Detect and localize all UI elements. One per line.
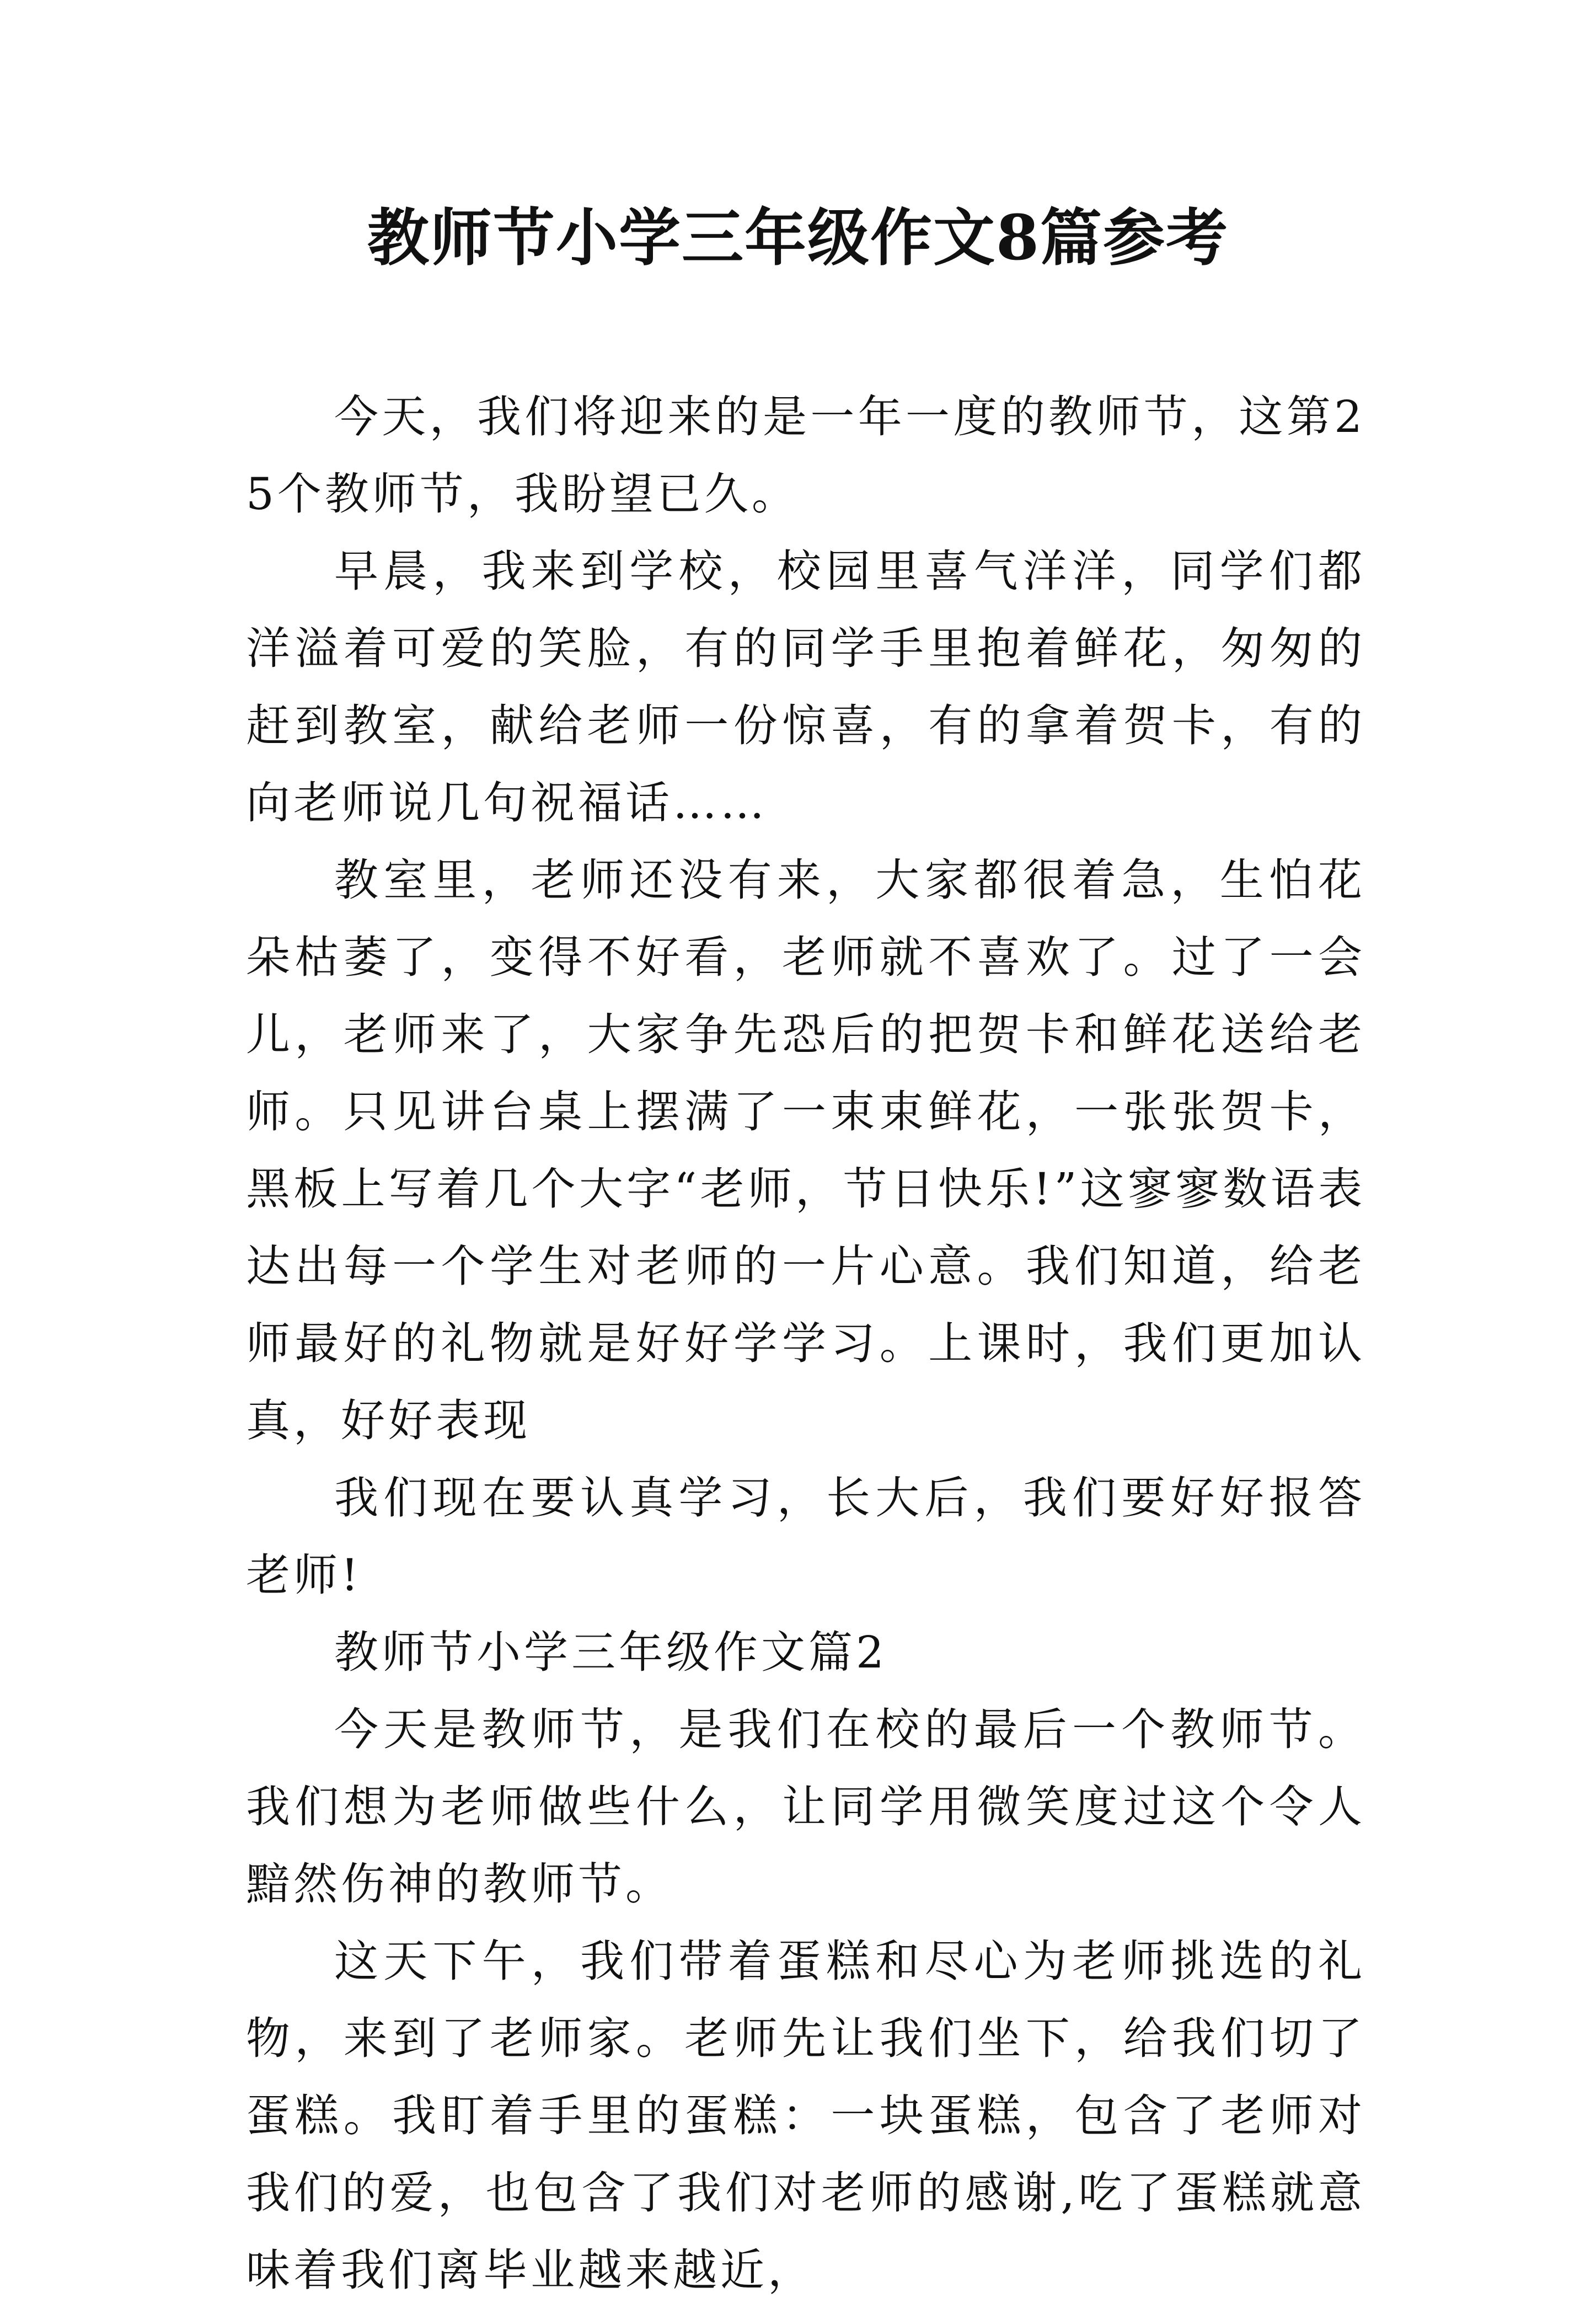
paragraph: 这天下午，我们带着蛋糕和尽心为老师挑选的礼物，来到了老师家。老师先让我们坐下，给我们切了蛋糕。我盯着手里的蛋糕：一块蛋糕，包含了老师对我们的爱，也包含了我们对老师的感谢,吃了蛋糕就意味着我们离毕业越来越近，: [246, 1936, 1365, 2296]
paragraph: 早晨，我来到学校，校园里喜气洋洋，同学们都洋溢着可爱的笑脸，有的同学手里抱着鲜花，匆匆的赶到教室，献给老师一份惊喜，有的拿着贺卡，有的向老师说几句祝福话……: [246, 546, 1365, 829]
paragraph: 我们现在要认真学习，长大后，我们要好好报答老师!: [246, 1472, 1365, 1601]
section-heading: 教师节小学三年级作文篇2: [334, 1627, 887, 1678]
document-title: 教师节小学三年级作文8篇参考: [367, 202, 1229, 274]
paragraph: 今天，我们将迎来的是一年一度的教师节，这第25个教师节，我盼望已久。: [246, 391, 1365, 520]
document-body: [246, 378, 1365, 2309]
paragraph: 今天是教师节，是我们在校的最后一个教师节。我们想为老师做些什么，让同学用微笑度过这个令人黯然伤神的教师节。: [246, 1704, 1365, 1910]
paragraph: 教室里，老师还没有来，大家都很着急，生怕花朵枯萎了，变得不好看，老师就不喜欢了。过了一会儿，老师来了，大家争先恐后的把贺卡和鲜花送给老师。只见讲台桌上摆满了一束束鲜花，一张张贺卡，黑板上写着几个大字“老师，节日快乐!”这寥寥数语表达出每一个学生对老师的一片心意。我们知道，给老师最好的礼物就是好好学学习。上课时，我们更加认真，好好表现: [246, 854, 1365, 1446]
